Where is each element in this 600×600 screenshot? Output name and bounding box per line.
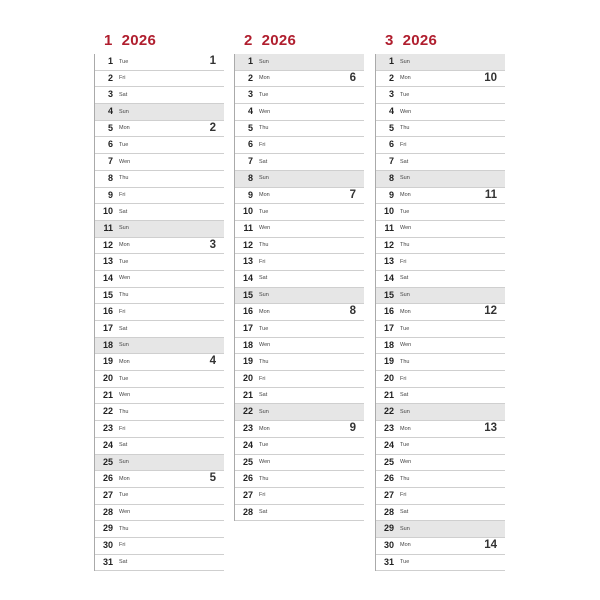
- weekday-label: Mon: [259, 192, 270, 198]
- day-number: 29: [102, 523, 113, 534]
- day-row: [95, 555, 224, 572]
- day-number: 12: [242, 239, 253, 250]
- weekday-label: Sat: [259, 392, 268, 399]
- day-number: 28: [102, 506, 113, 517]
- day-row: [235, 438, 364, 455]
- day-number: 4: [107, 106, 113, 117]
- weekday-label: Mon: [119, 475, 130, 482]
- weekday-label: Wen: [259, 108, 271, 115]
- day-row: [376, 171, 505, 188]
- day-row: [95, 505, 224, 522]
- day-number: 1: [388, 56, 394, 66]
- week-number: 6: [349, 71, 356, 84]
- day-row: [95, 521, 224, 538]
- day-row: [235, 171, 364, 188]
- weekday-label: Sat: [259, 158, 268, 165]
- day-row: [95, 338, 224, 355]
- day-number: 16: [102, 306, 113, 317]
- day-row: [235, 87, 364, 104]
- day-number: 3: [388, 89, 394, 100]
- weekday-label: Fri: [119, 75, 126, 82]
- weekday-label: Sun: [400, 408, 410, 415]
- day-row: [235, 71, 364, 88]
- day-row: [376, 254, 505, 271]
- day-number: 13: [242, 256, 253, 267]
- day-row: [376, 455, 505, 472]
- day-row: [376, 71, 505, 88]
- week-number: 4: [209, 355, 216, 368]
- weekday-label: Tue: [400, 91, 410, 98]
- day-number: 12: [102, 239, 113, 250]
- day-number: 31: [383, 556, 394, 567]
- weekday-label: Wen: [400, 459, 412, 465]
- day-row: [95, 238, 224, 255]
- weekday-label: Sat: [259, 275, 268, 282]
- day-number: 9: [107, 189, 113, 200]
- weekday-label: Fri: [400, 258, 407, 265]
- week-number: 5: [209, 472, 216, 485]
- day-number: 22: [383, 406, 394, 417]
- weekday-label: Wen: [259, 459, 271, 465]
- weekday-label: Wen: [119, 275, 131, 282]
- day-row: [235, 321, 364, 338]
- day-row: [95, 171, 224, 188]
- weekday-label: Thu: [400, 125, 410, 132]
- day-number: 5: [107, 122, 113, 133]
- weekday-label: Thu: [119, 408, 129, 415]
- day-number: 15: [102, 289, 113, 300]
- week-number: 1: [209, 55, 216, 67]
- day-row: [95, 87, 224, 104]
- day-row: [235, 254, 364, 271]
- day-row: [376, 471, 505, 488]
- day-number: 8: [247, 172, 253, 183]
- day-number: 17: [102, 323, 113, 333]
- day-row: [95, 455, 224, 472]
- day-number: 3: [107, 89, 113, 100]
- weekday-label: Fri: [400, 492, 407, 499]
- weekday-label: Sun: [400, 525, 410, 532]
- day-row: [95, 488, 224, 505]
- day-number: 18: [383, 339, 394, 350]
- day-row: [95, 421, 224, 438]
- weekday-label: Tue: [119, 258, 129, 265]
- day-list: [375, 54, 505, 571]
- weekday-label: Tue: [119, 141, 129, 148]
- day-number: 15: [242, 289, 253, 300]
- day-row: [376, 204, 505, 221]
- weekday-label: Tue: [400, 325, 410, 332]
- day-number: 13: [383, 256, 394, 267]
- day-number: 7: [107, 156, 113, 167]
- day-number: 11: [384, 222, 394, 233]
- day-number: 10: [242, 206, 253, 217]
- weekday-label: Wen: [400, 342, 412, 349]
- weekday-label: Sun: [119, 459, 129, 465]
- day-row: [95, 404, 224, 421]
- weekday-label: Wen: [400, 225, 412, 232]
- day-row: [235, 371, 364, 388]
- weekday-label: Mon: [119, 358, 130, 365]
- day-row: [95, 388, 224, 405]
- day-row: [235, 304, 364, 321]
- day-number: 20: [383, 373, 394, 384]
- weekday-label: Wen: [400, 108, 412, 115]
- day-row: [235, 388, 364, 405]
- week-number: 9: [349, 422, 356, 435]
- day-number: 21: [242, 389, 253, 400]
- day-number: 3: [247, 89, 253, 100]
- day-number: 9: [247, 189, 253, 200]
- day-number: 6: [388, 139, 394, 150]
- day-row: [376, 271, 505, 288]
- day-number: 2: [247, 72, 253, 83]
- weekday-label: Thu: [400, 242, 410, 249]
- week-number: 14: [484, 538, 497, 551]
- weekday-label: Tue: [259, 325, 269, 332]
- weekday-label: Tue: [400, 559, 410, 566]
- weekday-label: Fri: [119, 192, 126, 198]
- day-row: [235, 271, 364, 288]
- day-number: 18: [102, 339, 113, 350]
- day-number: 25: [383, 456, 394, 467]
- week-number: 11: [484, 188, 497, 201]
- week-number: 13: [484, 422, 497, 435]
- day-row: [95, 104, 224, 121]
- weekday-label: Sat: [259, 509, 268, 516]
- weekday-label: Fri: [119, 308, 126, 315]
- weekday-label: Wen: [119, 509, 131, 516]
- weekday-label: Sun: [259, 292, 269, 299]
- day-row: [235, 354, 364, 371]
- day-row: [95, 304, 224, 321]
- day-number: 26: [383, 473, 394, 484]
- day-row: [235, 471, 364, 488]
- weekday-label: Sun: [119, 342, 129, 349]
- day-row: [95, 121, 224, 138]
- month-march: [375, 26, 505, 571]
- day-row: [376, 404, 505, 421]
- weekday-label: Thu: [259, 475, 269, 482]
- weekday-label: Tue: [400, 442, 410, 449]
- day-number: 11: [103, 222, 113, 233]
- day-number: 25: [102, 456, 113, 467]
- day-row: [235, 221, 364, 238]
- weekday-label: Tue: [119, 375, 129, 382]
- day-number: 19: [242, 356, 253, 367]
- month-january: [94, 26, 224, 571]
- weekday-label: Mon: [119, 125, 130, 132]
- weekday-label: Sun: [400, 292, 410, 299]
- weekday-label: Tue: [119, 492, 129, 499]
- day-row: [376, 121, 505, 138]
- day-row: [376, 54, 505, 71]
- weekday-label: Fri: [259, 258, 266, 265]
- day-number: 1: [247, 56, 253, 66]
- weekday-label: Sun: [400, 58, 410, 65]
- weekday-label: Thu: [119, 175, 129, 182]
- weekday-label: Sun: [119, 225, 129, 232]
- day-number: 6: [107, 139, 113, 150]
- weekday-label: Fri: [400, 375, 407, 382]
- weekday-label: Thu: [119, 292, 129, 299]
- day-number: 16: [383, 306, 394, 317]
- day-number: 27: [102, 489, 113, 500]
- day-row: [235, 288, 364, 305]
- day-row: [376, 421, 505, 438]
- day-number: 4: [247, 106, 253, 117]
- weekday-label: Sat: [400, 509, 409, 516]
- day-number: 31: [102, 556, 113, 567]
- day-row: [235, 338, 364, 355]
- weekday-label: Wen: [259, 342, 271, 349]
- weekday-label: Wen: [259, 225, 271, 232]
- day-row: [235, 137, 364, 154]
- weekday-label: Tue: [259, 208, 269, 215]
- day-number: 24: [383, 439, 394, 450]
- day-row: [95, 371, 224, 388]
- weekday-label: Mon: [119, 242, 130, 249]
- weekday-label: Tue: [400, 208, 410, 215]
- week-number: 2: [209, 121, 216, 134]
- weekday-label: Mon: [400, 75, 411, 82]
- week-number: 7: [349, 188, 356, 201]
- day-number: 27: [383, 489, 394, 500]
- day-row: [235, 104, 364, 121]
- weekday-label: Sat: [400, 392, 409, 399]
- weekday-label: Thu: [400, 475, 410, 482]
- week-number: 3: [209, 238, 216, 251]
- day-number: 9: [388, 189, 394, 200]
- day-row: [95, 254, 224, 271]
- day-number: 10: [383, 206, 394, 217]
- day-row: [95, 471, 224, 488]
- weekday-label: Thu: [259, 358, 269, 365]
- day-number: 26: [102, 473, 113, 484]
- day-number: 24: [102, 439, 113, 450]
- day-number: 18: [242, 339, 253, 350]
- day-number: 30: [102, 539, 113, 550]
- day-number: 20: [102, 373, 113, 384]
- day-row: [235, 404, 364, 421]
- day-row: [235, 54, 364, 71]
- weekday-label: Fri: [400, 141, 407, 148]
- day-number: 23: [383, 423, 394, 434]
- day-row: [95, 137, 224, 154]
- day-number: 22: [102, 406, 113, 417]
- weekday-label: Wen: [119, 158, 131, 165]
- day-row: [376, 354, 505, 371]
- day-number: 8: [107, 172, 113, 183]
- day-number: 8: [388, 172, 394, 183]
- day-number: 10: [102, 206, 113, 217]
- week-number: 12: [484, 305, 497, 318]
- weekday-label: Sun: [259, 408, 269, 415]
- day-number: 23: [242, 423, 253, 434]
- weekday-label: Thu: [400, 358, 410, 365]
- day-row: [235, 238, 364, 255]
- weekday-label: Sun: [119, 108, 129, 115]
- day-row: [95, 54, 224, 71]
- day-number: 20: [242, 373, 253, 384]
- day-row: [376, 288, 505, 305]
- weekday-label: Tue: [259, 91, 269, 98]
- day-row: [376, 321, 505, 338]
- weekday-label: Mon: [400, 192, 411, 198]
- day-number: 26: [242, 473, 253, 484]
- day-number: 21: [383, 389, 394, 400]
- day-row: [235, 488, 364, 505]
- weekday-label: Tue: [259, 442, 269, 449]
- day-row: [95, 538, 224, 555]
- day-number: 28: [383, 506, 394, 517]
- day-number: 2: [388, 72, 394, 83]
- day-number: 13: [102, 256, 113, 267]
- day-row: [235, 121, 364, 138]
- weekday-label: Fri: [259, 375, 266, 382]
- day-number: 24: [242, 439, 253, 450]
- weekday-label: Sun: [259, 58, 269, 65]
- day-number: 12: [383, 239, 394, 250]
- day-number: 14: [102, 272, 113, 283]
- day-row: [376, 371, 505, 388]
- day-number: 15: [383, 289, 394, 300]
- day-row: [376, 304, 505, 321]
- weekday-label: Mon: [259, 308, 270, 315]
- weekday-label: Mon: [400, 542, 411, 549]
- day-number: 17: [383, 323, 394, 333]
- day-number: 2: [107, 72, 113, 83]
- day-row: [235, 188, 364, 205]
- day-row: [95, 154, 224, 171]
- weekday-label: Sat: [400, 275, 409, 282]
- weekday-label: Fri: [259, 141, 266, 148]
- day-number: 19: [102, 356, 113, 367]
- day-row: [376, 104, 505, 121]
- day-row: [376, 238, 505, 255]
- weekday-label: Mon: [259, 75, 270, 82]
- month-header: [234, 26, 364, 54]
- day-number: 30: [383, 539, 394, 550]
- day-row: [376, 87, 505, 104]
- day-row: [376, 521, 505, 538]
- day-row: [376, 137, 505, 154]
- weekday-label: Mon: [400, 308, 411, 315]
- weekday-label: Tue: [119, 58, 129, 65]
- day-number: 5: [388, 122, 394, 133]
- day-row: [235, 154, 364, 171]
- day-number: 4: [388, 106, 394, 117]
- weekday-label: Sun: [259, 175, 269, 182]
- weekday-label: Thu: [119, 525, 129, 532]
- week-number: 10: [484, 71, 497, 84]
- month-february: [234, 26, 364, 521]
- month-title: 2 2026: [244, 32, 297, 49]
- day-number: 7: [388, 156, 394, 167]
- month-header: [94, 26, 224, 54]
- day-row: [95, 438, 224, 455]
- day-number: 17: [242, 323, 253, 333]
- day-row: [376, 188, 505, 205]
- day-row: [95, 271, 224, 288]
- day-number: 22: [242, 406, 253, 417]
- day-row: [95, 288, 224, 305]
- day-row: [235, 204, 364, 221]
- day-number: 29: [383, 523, 394, 534]
- day-number: 7: [247, 156, 253, 167]
- month-title: 3 2026: [385, 32, 438, 49]
- day-number: 5: [247, 122, 253, 133]
- weekday-label: Mon: [400, 425, 411, 432]
- weekday-label: Fri: [119, 542, 126, 549]
- day-row: [235, 505, 364, 522]
- weekday-label: Wen: [119, 392, 131, 399]
- day-row: [95, 354, 224, 371]
- day-number: 1: [107, 56, 113, 66]
- day-row: [376, 338, 505, 355]
- weekday-label: Fri: [259, 492, 266, 499]
- month-title: 1 2026: [104, 32, 157, 49]
- day-row: [95, 71, 224, 88]
- day-row: [95, 204, 224, 221]
- day-row: [376, 538, 505, 555]
- day-row: [235, 421, 364, 438]
- weekday-label: Sat: [119, 325, 128, 332]
- weekday-label: Sat: [400, 158, 409, 165]
- weekday-label: Sat: [119, 208, 128, 215]
- day-number: 16: [242, 306, 253, 317]
- day-row: [376, 505, 505, 522]
- day-row: [235, 455, 364, 472]
- weekday-label: Sun: [400, 175, 410, 182]
- day-row: [95, 321, 224, 338]
- day-number: 27: [242, 489, 253, 500]
- weekday-label: Thu: [259, 242, 269, 249]
- day-row: [376, 438, 505, 455]
- weekday-label: Mon: [259, 425, 270, 432]
- day-number: 25: [242, 456, 253, 467]
- weekday-label: Fri: [119, 425, 126, 432]
- day-number: 28: [242, 506, 253, 517]
- day-number: 21: [102, 389, 113, 400]
- day-row: [376, 555, 505, 572]
- weekday-label: Sat: [119, 559, 128, 566]
- day-list: [234, 54, 364, 521]
- weekday-label: Sat: [119, 442, 128, 449]
- day-number: 23: [102, 423, 113, 434]
- day-row: [95, 221, 224, 238]
- day-row: [95, 188, 224, 205]
- weekday-label: Thu: [259, 125, 269, 132]
- day-number: 11: [243, 222, 253, 233]
- day-number: 19: [383, 356, 394, 367]
- weekday-label: Sat: [119, 91, 128, 98]
- day-number: 14: [383, 272, 394, 283]
- day-row: [376, 221, 505, 238]
- day-list: [94, 54, 224, 571]
- day-row: [376, 488, 505, 505]
- month-header: [375, 26, 505, 54]
- day-row: [376, 154, 505, 171]
- day-row: [376, 388, 505, 405]
- day-number: 6: [247, 139, 253, 150]
- day-number: 14: [242, 272, 253, 283]
- week-number: 8: [349, 305, 356, 318]
